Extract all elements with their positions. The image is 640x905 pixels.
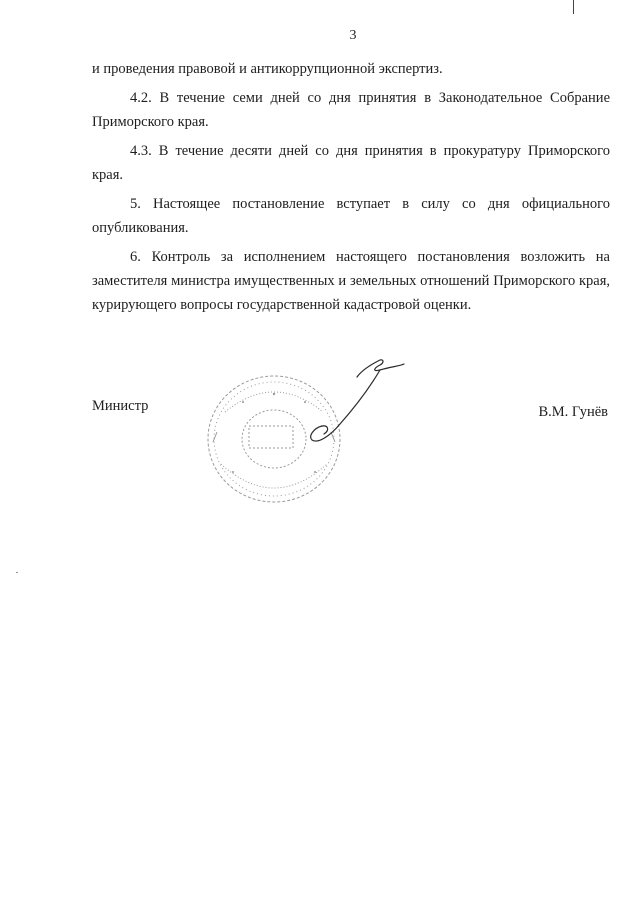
document-body bbox=[92, 57, 610, 322]
page-number: 3 bbox=[349, 28, 357, 43]
paragraph-5: 5. Настоящее постановление вступает в силу со дня официального опубликования. bbox=[92, 196, 610, 236]
paragraph-continuation: и проведения правовой и антикоррупционной экспертиз. bbox=[92, 61, 443, 77]
signatory-name: В.М. Гунёв bbox=[538, 404, 608, 420]
page-edge-mark bbox=[573, 0, 574, 14]
paragraph-6: 6. Контроль за исполнением настоящего постановления возложить на заместителя министра имущественных и земельных отношений Приморского края, курирующего вопросы государственной кадастровой оценки. bbox=[92, 249, 610, 313]
paragraph-4-2: 4.2. В течение семи дней со дня принятия в Законодательное Собрание Приморского края. bbox=[92, 90, 610, 130]
scan-artifact-dot bbox=[16, 572, 18, 573]
position-title: Министр bbox=[92, 398, 149, 414]
paragraph-4-3: 4.3. В течение десяти дней со дня принятия в прокуратуру Приморского края. bbox=[92, 143, 610, 183]
handwritten-signature bbox=[300, 352, 420, 452]
